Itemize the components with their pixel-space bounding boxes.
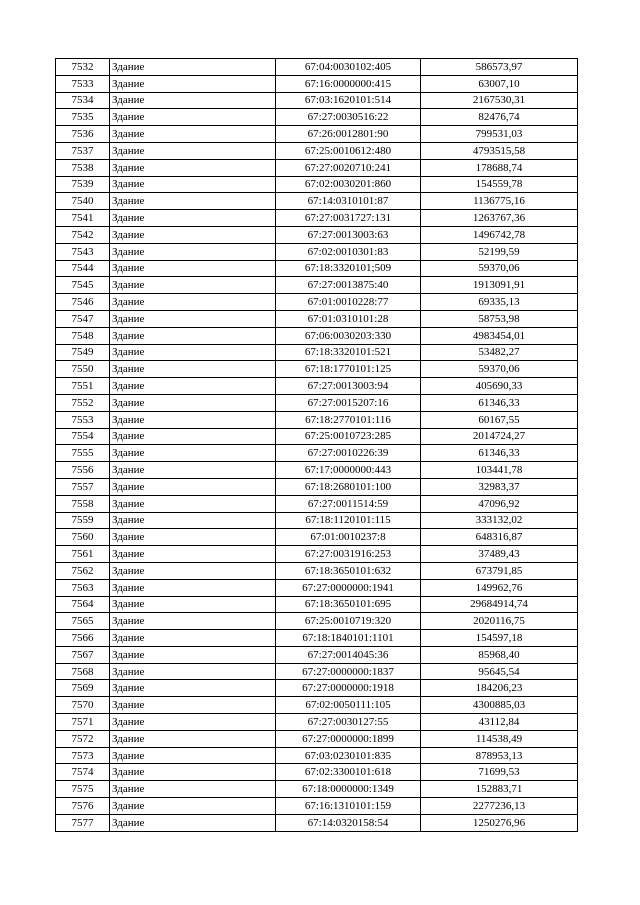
table-row (56, 210, 578, 227)
object-type-cell: Здание (110, 310, 276, 327)
table-row (56, 394, 578, 411)
cadastral-number-cell: 67:16:1310101:159 (276, 798, 421, 815)
row-number-cell: 7557 (56, 478, 110, 495)
object-type-cell: Здание (110, 126, 276, 143)
object-type-cell: Здание (110, 361, 276, 378)
cadastral-number-cell: 67:27:0000000:1918 (276, 680, 421, 697)
row-number-cell: 7535 (56, 109, 110, 126)
table-row (56, 730, 578, 747)
object-type-cell: Здание (110, 411, 276, 428)
row-number-cell: 7576 (56, 798, 110, 815)
cadastral-value-cell: 154559,78 (421, 176, 578, 193)
row-number-cell: 7548 (56, 327, 110, 344)
object-type-cell: Здание (110, 814, 276, 831)
cadastral-value-cell: 2277236,13 (421, 798, 578, 815)
object-type-cell: Здание (110, 546, 276, 563)
cadastral-value-cell: 586573,97 (421, 59, 578, 76)
table-row (56, 680, 578, 697)
object-type-cell: Здание (110, 478, 276, 495)
row-number-cell: 7561 (56, 546, 110, 563)
cadastral-number-cell: 67:27:0030516:22 (276, 109, 421, 126)
row-number-cell: 7545 (56, 277, 110, 294)
row-number-cell: 7558 (56, 495, 110, 512)
cadastral-value-cell: 1263767,36 (421, 210, 578, 227)
table-row (56, 428, 578, 445)
row-number-cell: 7533 (56, 75, 110, 92)
cadastral-number-cell: 67:02:0030201:860 (276, 176, 421, 193)
cadastral-number-cell: 67:18:2770101:116 (276, 411, 421, 428)
object-type-cell: Здание (110, 176, 276, 193)
cadastral-number-cell: 67:25:0010612:480 (276, 142, 421, 159)
cadastral-number-cell: 67:27:0015207:16 (276, 394, 421, 411)
object-type-cell: Здание (110, 142, 276, 159)
object-type-cell: Здание (110, 596, 276, 613)
object-type-cell: Здание (110, 92, 276, 109)
cadastral-number-cell: 67:27:0020710:241 (276, 159, 421, 176)
object-type-cell: Здание (110, 243, 276, 260)
table-row (56, 562, 578, 579)
object-type-cell: Здание (110, 579, 276, 596)
object-type-cell: Здание (110, 109, 276, 126)
object-type-cell: Здание (110, 562, 276, 579)
object-type-cell: Здание (110, 630, 276, 647)
row-number-cell: 7539 (56, 176, 110, 193)
cadastral-value-cell: 103441,78 (421, 462, 578, 479)
object-type-cell: Здание (110, 781, 276, 798)
row-number-cell: 7565 (56, 613, 110, 630)
cadastral-number-cell: 67:02:0050111:105 (276, 697, 421, 714)
object-type-cell: Здание (110, 512, 276, 529)
cadastral-number-cell: 67:27:0031916:253 (276, 546, 421, 563)
cadastral-number-cell: 67:27:0013003:63 (276, 226, 421, 243)
cadastral-value-cell: 149962,76 (421, 579, 578, 596)
object-type-cell: Здание (110, 462, 276, 479)
row-number-cell: 7542 (56, 226, 110, 243)
cadastral-value-cell: 178688,74 (421, 159, 578, 176)
table-row (56, 361, 578, 378)
cadastral-value-cell: 63007,10 (421, 75, 578, 92)
cadastral-number-cell: 67:18:0000000:1349 (276, 781, 421, 798)
cadastral-number-cell: 67:25:0010719:320 (276, 613, 421, 630)
table-row (56, 814, 578, 831)
object-type-cell: Здание (110, 697, 276, 714)
row-number-cell: 7534 (56, 92, 110, 109)
row-number-cell: 7532 (56, 59, 110, 76)
object-type-cell: Здание (110, 226, 276, 243)
cadastral-value-cell: 2167530,31 (421, 92, 578, 109)
table-row (56, 327, 578, 344)
cadastral-number-cell: 67:27:0013875:40 (276, 277, 421, 294)
object-type-cell: Здание (110, 663, 276, 680)
cadastral-value-cell: 61346,33 (421, 445, 578, 462)
table-row (56, 445, 578, 462)
cadastral-value-cell: 878953,13 (421, 747, 578, 764)
table-row (56, 546, 578, 563)
cadastral-number-cell: 67:06:0030203:330 (276, 327, 421, 344)
row-number-cell: 7541 (56, 210, 110, 227)
object-type-cell: Здание (110, 445, 276, 462)
cadastral-number-cell: 67:25:0010723:285 (276, 428, 421, 445)
cadastral-number-cell: 67:26:0012801:90 (276, 126, 421, 143)
table-row (56, 159, 578, 176)
cadastral-value-cell: 405690,33 (421, 378, 578, 395)
table-row (56, 92, 578, 109)
table-row (56, 495, 578, 512)
table-row (56, 344, 578, 361)
object-type-cell: Здание (110, 394, 276, 411)
cadastral-value-cell: 59370,06 (421, 260, 578, 277)
row-number-cell: 7562 (56, 562, 110, 579)
object-type-cell: Здание (110, 193, 276, 210)
object-type-cell: Здание (110, 210, 276, 227)
table-row (56, 142, 578, 159)
object-type-cell: Здание (110, 159, 276, 176)
row-number-cell: 7559 (56, 512, 110, 529)
cadastral-value-cell: 114538,49 (421, 730, 578, 747)
object-type-cell: Здание (110, 798, 276, 815)
cadastral-value-cell: 2020116,75 (421, 613, 578, 630)
cadastral-number-cell: 67:18:3320101;509 (276, 260, 421, 277)
cadastral-number-cell: 67:03:1620101:514 (276, 92, 421, 109)
cadastral-value-cell: 1250276,96 (421, 814, 578, 831)
cadastral-value-cell: 69335,13 (421, 294, 578, 311)
table-row (56, 126, 578, 143)
registry-table-body (56, 59, 578, 832)
row-number-cell: 7555 (56, 445, 110, 462)
table-row (56, 462, 578, 479)
cadastral-number-cell: 67:27:0000000:1837 (276, 663, 421, 680)
cadastral-number-cell: 67:03:0230101:835 (276, 747, 421, 764)
table-row (56, 310, 578, 327)
cadastral-number-cell: 67:18:3650101:632 (276, 562, 421, 579)
cadastral-number-cell: 67:02:3300101:618 (276, 764, 421, 781)
object-type-cell: Здание (110, 260, 276, 277)
table-row (56, 663, 578, 680)
object-type-cell: Здание (110, 613, 276, 630)
cadastral-number-cell: 67:01:0010237:8 (276, 529, 421, 546)
row-number-cell: 7543 (56, 243, 110, 260)
row-number-cell: 7540 (56, 193, 110, 210)
cadastral-value-cell: 53482,27 (421, 344, 578, 361)
row-number-cell: 7568 (56, 663, 110, 680)
object-type-cell: Здание (110, 59, 276, 76)
object-type-cell: Здание (110, 495, 276, 512)
table-row (56, 109, 578, 126)
object-type-cell: Здание (110, 680, 276, 697)
row-number-cell: 7538 (56, 159, 110, 176)
table-row (56, 798, 578, 815)
cadastral-value-cell: 1496742,78 (421, 226, 578, 243)
cadastral-number-cell: 67:27:0011514:59 (276, 495, 421, 512)
table-row (56, 378, 578, 395)
cadastral-value-cell: 4793515,58 (421, 142, 578, 159)
cadastral-value-cell: 59370,06 (421, 361, 578, 378)
cadastral-number-cell: 67:18:1120101:115 (276, 512, 421, 529)
object-type-cell: Здание (110, 344, 276, 361)
table-row (56, 478, 578, 495)
cadastral-value-cell: 82476,74 (421, 109, 578, 126)
cadastral-value-cell: 95645,54 (421, 663, 578, 680)
row-number-cell: 7544 (56, 260, 110, 277)
cadastral-value-cell: 184206,23 (421, 680, 578, 697)
cadastral-number-cell: 67:01:0010228:77 (276, 294, 421, 311)
cadastral-number-cell: 67:27:0014045:36 (276, 646, 421, 663)
table-row (56, 277, 578, 294)
table-row (56, 176, 578, 193)
cadastral-value-cell: 32983,37 (421, 478, 578, 495)
cadastral-number-cell: 67:27:0013003:94 (276, 378, 421, 395)
cadastral-number-cell: 67:14:0320158:54 (276, 814, 421, 831)
row-number-cell: 7573 (56, 747, 110, 764)
row-number-cell: 7546 (56, 294, 110, 311)
object-type-cell: Здание (110, 747, 276, 764)
cadastral-number-cell: 67:14:0310101:87 (276, 193, 421, 210)
cadastral-value-cell: 4983454,01 (421, 327, 578, 344)
cadastral-number-cell: 67:16:0000000:415 (276, 75, 421, 92)
row-number-cell: 7552 (56, 394, 110, 411)
table-row (56, 714, 578, 731)
row-number-cell: 7570 (56, 697, 110, 714)
cadastral-number-cell: 67:27:0030127:55 (276, 714, 421, 731)
cadastral-number-cell: 67:04:0030102:405 (276, 59, 421, 76)
row-number-cell: 7566 (56, 630, 110, 647)
cadastral-number-cell: 67:18:1840101:1101 (276, 630, 421, 647)
cadastral-value-cell: 4300885,03 (421, 697, 578, 714)
table-row (56, 512, 578, 529)
cadastral-number-cell: 67:18:1770101:125 (276, 361, 421, 378)
object-type-cell: Здание (110, 294, 276, 311)
cadastral-value-cell: 2014724,27 (421, 428, 578, 445)
cadastral-number-cell: 67:17:0000000:443 (276, 462, 421, 479)
table-row (56, 646, 578, 663)
cadastral-number-cell: 67:27:0010226:39 (276, 445, 421, 462)
row-number-cell: 7556 (56, 462, 110, 479)
cadastral-value-cell: 52199,59 (421, 243, 578, 260)
cadastral-number-cell: 67:18:3320101:521 (276, 344, 421, 361)
cadastral-value-cell: 799531,03 (421, 126, 578, 143)
cadastral-number-cell: 67:27:0000000:1941 (276, 579, 421, 596)
table-row (56, 764, 578, 781)
cadastral-value-cell: 333132,02 (421, 512, 578, 529)
cadastral-number-cell: 67:01:0310101:28 (276, 310, 421, 327)
table-row (56, 59, 578, 76)
table-row (56, 747, 578, 764)
object-type-cell: Здание (110, 764, 276, 781)
object-type-cell: Здание (110, 378, 276, 395)
row-number-cell: 7564 (56, 596, 110, 613)
table-row (56, 243, 578, 260)
table-row (56, 579, 578, 596)
table-row (56, 193, 578, 210)
table-row (56, 613, 578, 630)
object-type-cell: Здание (110, 730, 276, 747)
table-row (56, 294, 578, 311)
row-number-cell: 7549 (56, 344, 110, 361)
object-type-cell: Здание (110, 428, 276, 445)
row-number-cell: 7577 (56, 814, 110, 831)
row-number-cell: 7537 (56, 142, 110, 159)
cadastral-number-cell: 67:18:3650101:695 (276, 596, 421, 613)
cadastral-value-cell: 154597,18 (421, 630, 578, 647)
cadastral-number-cell: 67:27:0031727:131 (276, 210, 421, 227)
row-number-cell: 7567 (56, 646, 110, 663)
cadastral-number-cell: 67:27:0000000:1899 (276, 730, 421, 747)
cadastral-value-cell: 61346,33 (421, 394, 578, 411)
cadastral-value-cell: 85968,40 (421, 646, 578, 663)
row-number-cell: 7554 (56, 428, 110, 445)
object-type-cell: Здание (110, 327, 276, 344)
table-row (56, 411, 578, 428)
table-row (56, 529, 578, 546)
cadastral-value-cell: 152883,71 (421, 781, 578, 798)
object-type-cell: Здание (110, 646, 276, 663)
row-number-cell: 7551 (56, 378, 110, 395)
table-row (56, 226, 578, 243)
cadastral-value-cell: 1913091,91 (421, 277, 578, 294)
row-number-cell: 7550 (56, 361, 110, 378)
table-row (56, 697, 578, 714)
table-row (56, 260, 578, 277)
row-number-cell: 7560 (56, 529, 110, 546)
cadastral-value-cell: 47096,92 (421, 495, 578, 512)
row-number-cell: 7547 (56, 310, 110, 327)
cadastral-value-cell: 71699,53 (421, 764, 578, 781)
cadastral-number-cell: 67:02:0010301:83 (276, 243, 421, 260)
cadastral-value-cell: 43112,84 (421, 714, 578, 731)
object-type-cell: Здание (110, 529, 276, 546)
table-row (56, 596, 578, 613)
row-number-cell: 7553 (56, 411, 110, 428)
cadastral-value-cell: 60167,55 (421, 411, 578, 428)
table-row (56, 781, 578, 798)
row-number-cell: 7569 (56, 680, 110, 697)
property-registry-table (55, 58, 578, 832)
cadastral-number-cell: 67:18:2680101:100 (276, 478, 421, 495)
row-number-cell: 7571 (56, 714, 110, 731)
row-number-cell: 7563 (56, 579, 110, 596)
row-number-cell: 7574 (56, 764, 110, 781)
cadastral-value-cell: 58753,98 (421, 310, 578, 327)
cadastral-value-cell: 37489,43 (421, 546, 578, 563)
row-number-cell: 7572 (56, 730, 110, 747)
object-type-cell: Здание (110, 277, 276, 294)
object-type-cell: Здание (110, 714, 276, 731)
cadastral-value-cell: 648316,87 (421, 529, 578, 546)
cadastral-value-cell: 29684914,74 (421, 596, 578, 613)
table-row (56, 630, 578, 647)
table-row (56, 75, 578, 92)
object-type-cell: Здание (110, 75, 276, 92)
cadastral-value-cell: 1136775,16 (421, 193, 578, 210)
cadastral-value-cell: 673791,85 (421, 562, 578, 579)
row-number-cell: 7575 (56, 781, 110, 798)
row-number-cell: 7536 (56, 126, 110, 143)
